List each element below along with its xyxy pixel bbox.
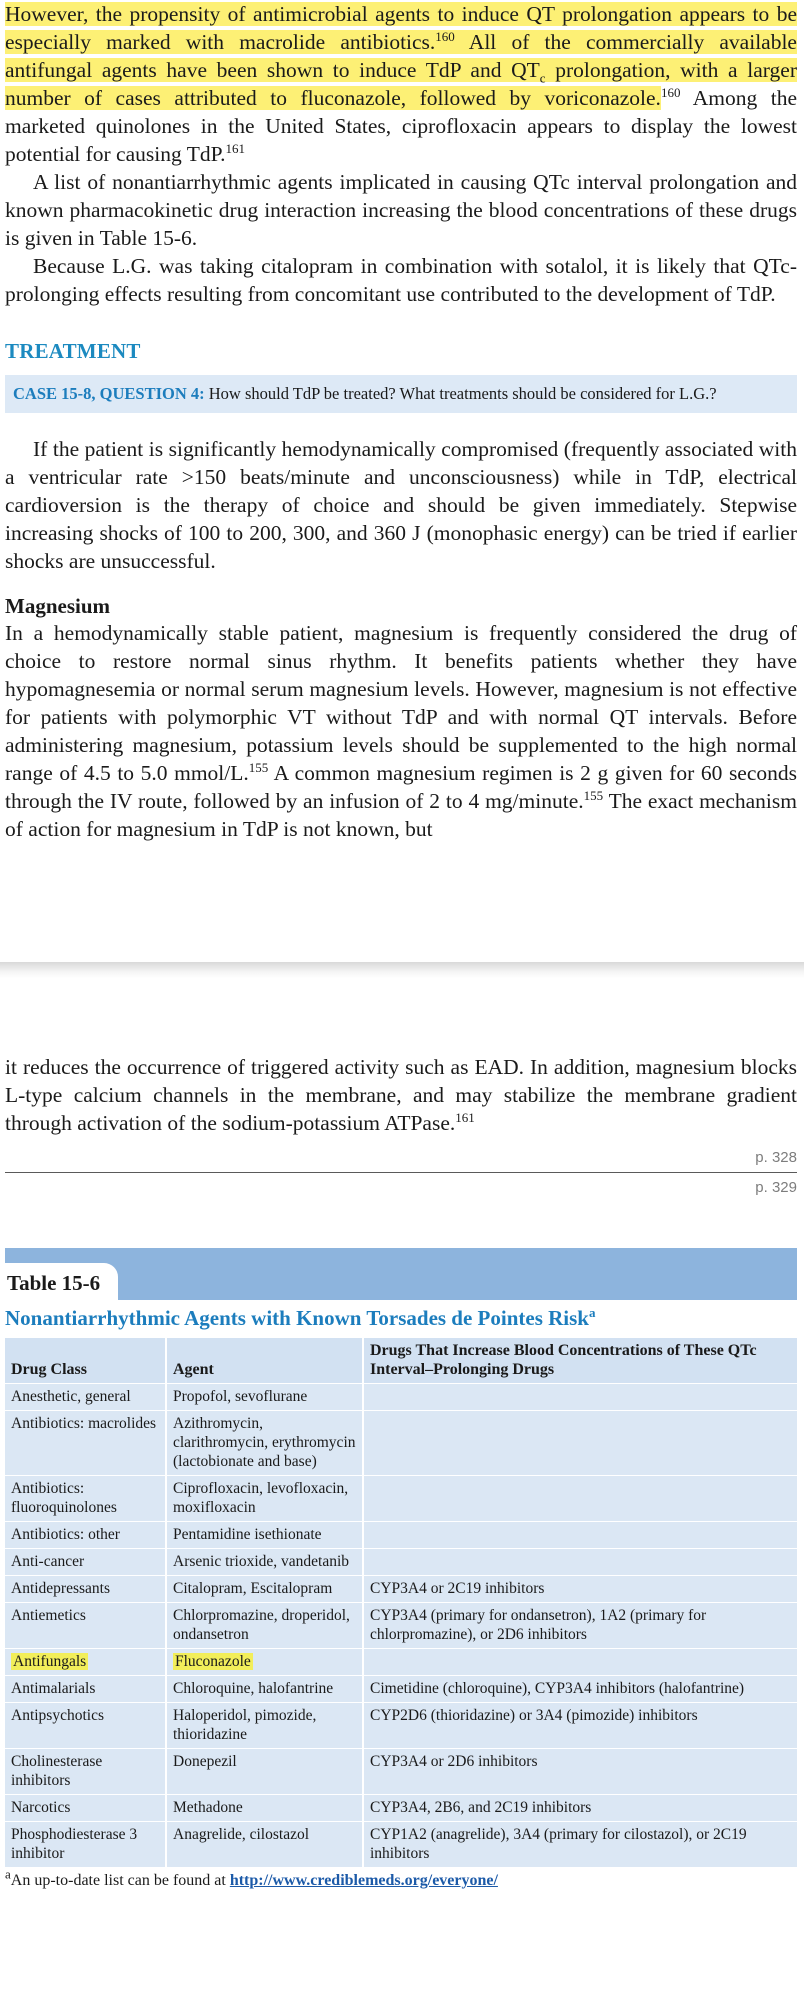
paragraph-cardioversion: If the patient is significantly hemodynamically compromised (frequently associated with a ventricular rate >150 beats/minute and unconsciousness) while in TdP, electrical cardioversion is the therapy of choice and should be given immediately. Stepwise increasing shocks of 100 to 200, 300, and 360 J (monophasic energy) can be tried if earlier shocks are unsuccessful.	[5, 437, 797, 573]
crediblemeds-link[interactable]: http://www.crediblemeds.org/everyone/	[229, 1872, 498, 1889]
reference-sup: 161	[455, 1109, 475, 1125]
cell-drug-class: Antimalarials	[5, 1676, 166, 1703]
reference-sup: 161	[225, 140, 246, 156]
cell-drug-class: Antipsychotics	[5, 1703, 166, 1749]
paragraph-continued: it reduces the occurrence of triggered activity such as EAD. In addition, magnesium blocks L-type calcium channels in the membrane, and may stabilize the membrane gradient through activation of the sodium-potassium ATPase.$^{161}$	[5, 1055, 797, 1135]
paragraph-magnesium: In a hemodynamically stable patient, magnesium is frequently considered the drug of choice to restore normal sinus rhythm. It benefits patients whether they have hypomagnesemia or normal serum magnesium levels. However, magnesium is not effective for patients with polymorphic VT without TdP and with normal QT intervals. Before administering magnesium, potassium levels should be supplemented to the high normal range of 4.5 to 5.0 mmol/L.$^{155}$ A common magnesium regimen is 2 g given for 60 seconds through the IV route, followed by an infusion of 2 to 4 mg/minute.$^{155}$ The exact mechanism of action for magnesium in TdP is not known, but	[5, 621, 798, 841]
header-agent: Agent	[166, 1338, 363, 1384]
reference-sup: 160	[435, 28, 455, 44]
reference-sup: 160	[660, 84, 681, 100]
reference-sup: 155	[248, 759, 269, 775]
cell-interacting-drugs	[363, 1649, 797, 1676]
header-interacting-drugs: Drugs That Increase Blood Concentrations of These QTc Interval–Prolonging Drugs	[363, 1338, 797, 1384]
cell-agent: Pentamidine isethionate	[166, 1522, 363, 1549]
cell-interacting-drugs: CYP1A2 (anagrelide), 3A4 (primary for cilostazol), or 2C19 inhibitors	[363, 1822, 797, 1868]
cell-agent: Propofol, sevoflurane	[166, 1384, 363, 1411]
table-title: Nonantiarrhythmic Agents with Known Torsades de Pointes Risk$^a$	[5, 1305, 596, 1330]
table-row	[5, 1476, 797, 1522]
footnote-marker: a	[589, 1305, 596, 1320]
cell-agent: Chlorpromazine, droperidol, ondansetron	[166, 1603, 363, 1649]
page-divider-rule	[5, 1172, 797, 1173]
cell-interacting-drugs	[363, 1384, 797, 1411]
cell-agent: Azithromycin, clarithromycin, erythromycin (lactobionate and base)	[166, 1411, 363, 1476]
cell-agent: Haloperidol, pimozide, thioridazine	[166, 1703, 363, 1749]
table-label: Table 15-6	[5, 1263, 118, 1300]
cell-interacting-drugs	[363, 1476, 797, 1522]
paragraph-antimicrobials: However, the propensity of antimicrobial agents to induce QT prolongation appears to be especially marked with macrolide antibiotics.$^{160}$ All of the commercially available antifungal agents have been shown to induce TdP and $QT_c$ prolongation, with a larger number of cases attributed to fluconazole, followed by voriconazole.$^{160}$ Among the marketed quinolones in the United States, ciprofloxacin appears to display the lowest potential for causing TdP.$^{161}$	[5, 2, 797, 166]
cell-agent: Donepezil	[166, 1749, 363, 1795]
reference-sup: 155	[583, 787, 604, 803]
table-row	[5, 1576, 797, 1603]
paragraph-list: A list of nonantiarrhythmic agents implicated in causing QTc interval prolongation and known pharmacokinetic drug interaction increasing the blood concentrations of these drugs is given in Table 15-6.	[5, 170, 797, 250]
cell-drug-class: Antibiotics: macrolides	[5, 1411, 166, 1476]
table-row	[5, 1549, 797, 1576]
page-number-328: p. 328	[755, 1149, 797, 1166]
cell-interacting-drugs	[363, 1549, 797, 1576]
cell-drug-class: Antibiotics: other	[5, 1522, 166, 1549]
footnote-marker: a	[5, 1866, 11, 1882]
cell-drug-class: Narcotics	[5, 1795, 166, 1822]
cell-interacting-drugs: Cimetidine (chloroquine), CYP3A4 inhibitors (halofantrine)	[363, 1676, 797, 1703]
cell-agent: Fluconazole	[166, 1649, 363, 1676]
cell-interacting-drugs: CYP3A4 (primary for ondansetron), 1A2 (primary for chlorpromazine), or 2D6 inhibitors	[363, 1603, 797, 1649]
table-header-row	[5, 1338, 797, 1384]
table-row	[5, 1676, 797, 1703]
drug-table	[5, 1338, 797, 1867]
table-row	[5, 1822, 797, 1868]
case-label: CASE 15-8, QUESTION 4:	[13, 384, 205, 403]
cell-drug-class: Antifungals	[5, 1649, 166, 1676]
cell-agent: Methadone	[166, 1795, 363, 1822]
cell-agent: Anagrelide, cilostazol	[166, 1822, 363, 1868]
case-question: How should TdP be treated? What treatments should be considered for L.G.?	[204, 384, 717, 403]
table-row	[5, 1649, 797, 1676]
table-row	[5, 1411, 797, 1476]
page-number-329: p. 329	[755, 1179, 797, 1196]
table-footnote: $^a$An up-to-date list can be found at http://www.crediblemeds.org/everyone/	[5, 1866, 498, 1889]
cell-interacting-drugs	[363, 1522, 797, 1549]
paragraph-lg: Because L.G. was taking citalopram in combination with sotalol, it is likely that QTc-prolonging effects resulting from concomitant use contributed to the development of TdP.	[5, 254, 797, 306]
cell-drug-class: Antidepressants	[5, 1576, 166, 1603]
page-329	[5, 1053, 797, 1196]
table-row	[5, 1795, 797, 1822]
table-row	[5, 1522, 797, 1549]
cell-drug-class: Cholinesterase inhibitors	[5, 1749, 166, 1795]
table-body	[5, 1384, 797, 1868]
case-question-box	[5, 375, 797, 413]
highlighted-text: However, the propensity of antimicrobial agents to induce QT prolongation appears to be especially marked with macrolide antibiotics.$^{160}$ All of the commercially available antifungal agents have been shown to induce TdP and $QT_c$ prolongation, with a larger number of cases attributed to fluconazole, followed by voriconazole.	[5, 2, 797, 110]
table-15-6	[5, 1248, 797, 1890]
page-break-divider	[0, 962, 804, 978]
cell-interacting-drugs	[363, 1411, 797, 1476]
cell-drug-class: Antiemetics	[5, 1603, 166, 1649]
cell-drug-class: Antibiotics: fluoroquinolones	[5, 1476, 166, 1522]
subheading-magnesium: Magnesium	[5, 594, 110, 618]
header-drug-class: Drug Class	[5, 1338, 166, 1384]
table-row	[5, 1603, 797, 1649]
table-row	[5, 1749, 797, 1795]
table-row	[5, 1384, 797, 1411]
table-row	[5, 1703, 797, 1749]
cell-agent: Arsenic trioxide, vandetanib	[166, 1549, 363, 1576]
cell-interacting-drugs: CYP3A4 or 2C19 inhibitors	[363, 1576, 797, 1603]
cell-agent: Citalopram, Escitalopram	[166, 1576, 363, 1603]
cell-interacting-drugs: CYP3A4, 2B6, and 2C19 inhibitors	[363, 1795, 797, 1822]
cell-interacting-drugs: CYP3A4 or 2D6 inhibitors	[363, 1749, 797, 1795]
table-tab-bar	[5, 1248, 797, 1300]
cell-agent: Ciprofloxacin, levofloxacin, moxifloxacin	[166, 1476, 363, 1522]
cell-agent: Chloroquine, halofantrine	[166, 1676, 363, 1703]
page-328	[5, 0, 797, 843]
subscript: c	[539, 70, 546, 86]
cell-drug-class: Anesthetic, general	[5, 1384, 166, 1411]
section-heading-treatment: TREATMENT	[5, 339, 141, 363]
cell-interacting-drugs: CYP2D6 (thioridazine) or 3A4 (pimozide) inhibitors	[363, 1703, 797, 1749]
cell-drug-class: Phosphodiesterase 3 inhibitor	[5, 1822, 166, 1868]
cell-drug-class: Anti-cancer	[5, 1549, 166, 1576]
